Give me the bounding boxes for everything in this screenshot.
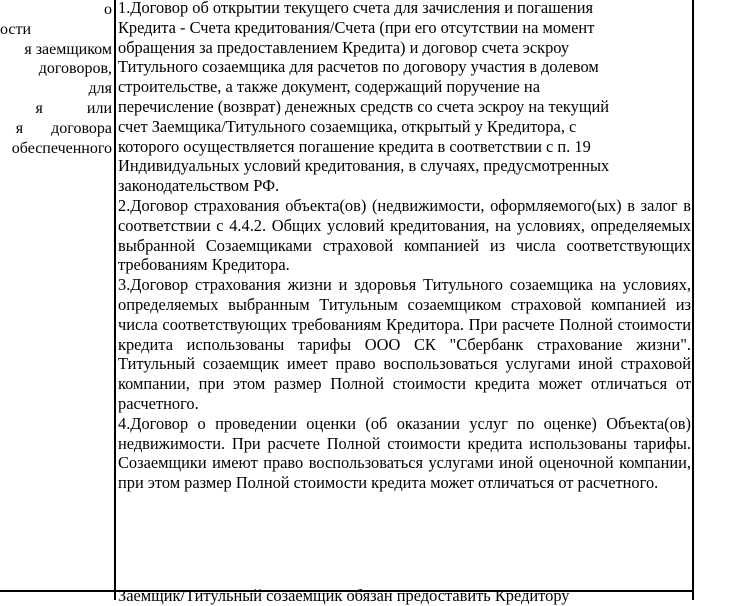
- item1-line: 1.Договор об открытии текущего счета для зачисления и погашения: [118, 0, 594, 17]
- item1-line: перечисление (возврат) денежных средств со счета эскроу на текущий: [118, 96, 610, 116]
- left-line: договоров,: [38, 60, 112, 78]
- item1-line: Индивидуальных условий кредитования, в случаях, предусмотренных: [118, 156, 610, 176]
- item1-line: Кредита - Счета кредитования/Счета (при его отсутствии на момент: [118, 17, 595, 37]
- table-border-left: [114, 0, 116, 600]
- table-border-right: [692, 0, 694, 600]
- list-item-1: [118, 0, 691, 196]
- left-line: я или: [35, 99, 112, 117]
- next-row-partial-text: [118, 586, 691, 605]
- list-item-4: 4.Договор о проведении оценки (об оказании услуг по оценке) Объекта(ов) недвижимости. При расчете Полной стоимости кредита использованы тарифы. Созаемщики имеют право воспользоваться услугами иной оценочной компании, при этом размер Полной стоимости кредита может отличаться от расчетного.: [118, 413, 691, 493]
- left-line: о: [104, 1, 112, 18]
- item1-line: обращения за предоставлением Кредита) и договор счета эскроу: [118, 37, 570, 57]
- left-line: ости: [0, 20, 32, 38]
- item1-line: счет Заемщика/Титульного созаемщика, открытый у Кредитора, с: [118, 116, 577, 136]
- left-line: обеспеченного: [11, 139, 112, 157]
- next-row-partial-line: Заемщик/Титульный созаемщик обязан предоставить Кредитору: [118, 586, 570, 605]
- left-column-text: [0, 0, 112, 158]
- item1-line: Титульного созаемщика для расчетов по договору участия в долевом: [118, 57, 599, 77]
- item1-line: строительстве, а также документ, содержащий поручение на: [118, 77, 540, 97]
- left-line: я договора: [15, 119, 112, 137]
- left-line: для: [88, 80, 112, 98]
- item1-line: которого осуществляется погашение кредита в соответствии с п. 19: [118, 136, 591, 156]
- list-item-2: 2.Договор страхования объекта(ов) (недвижимости, оформляемого(ых) в залог в соответствии с 4.4.2. Общих условий кредитования, на условиях, определяемых выбранной Созаемщиками страховой компанией из числа соответствующих требованиям Кредитора.: [118, 195, 691, 275]
- item1-line: законодательством РФ.: [118, 176, 280, 196]
- left-line: я заемщиком: [24, 40, 112, 58]
- right-column-text: [118, 0, 691, 493]
- list-item-3: 3.Договор страхования жизни и здоровья Титульного созаемщика на условиях, определяемых выбранным Титульным созаемщиком страховой компанией из числа соответствующих требованиям Кредитора. При расчете Полной стоимости кредита использованы тарифы ООО СК "Сбербанк страхование жизни". Титульный созаемщик имеет право воспользоваться услугами иной страховой компании, при этом размер Полной стоимости кредита может отличаться от расчетного.: [118, 275, 691, 413]
